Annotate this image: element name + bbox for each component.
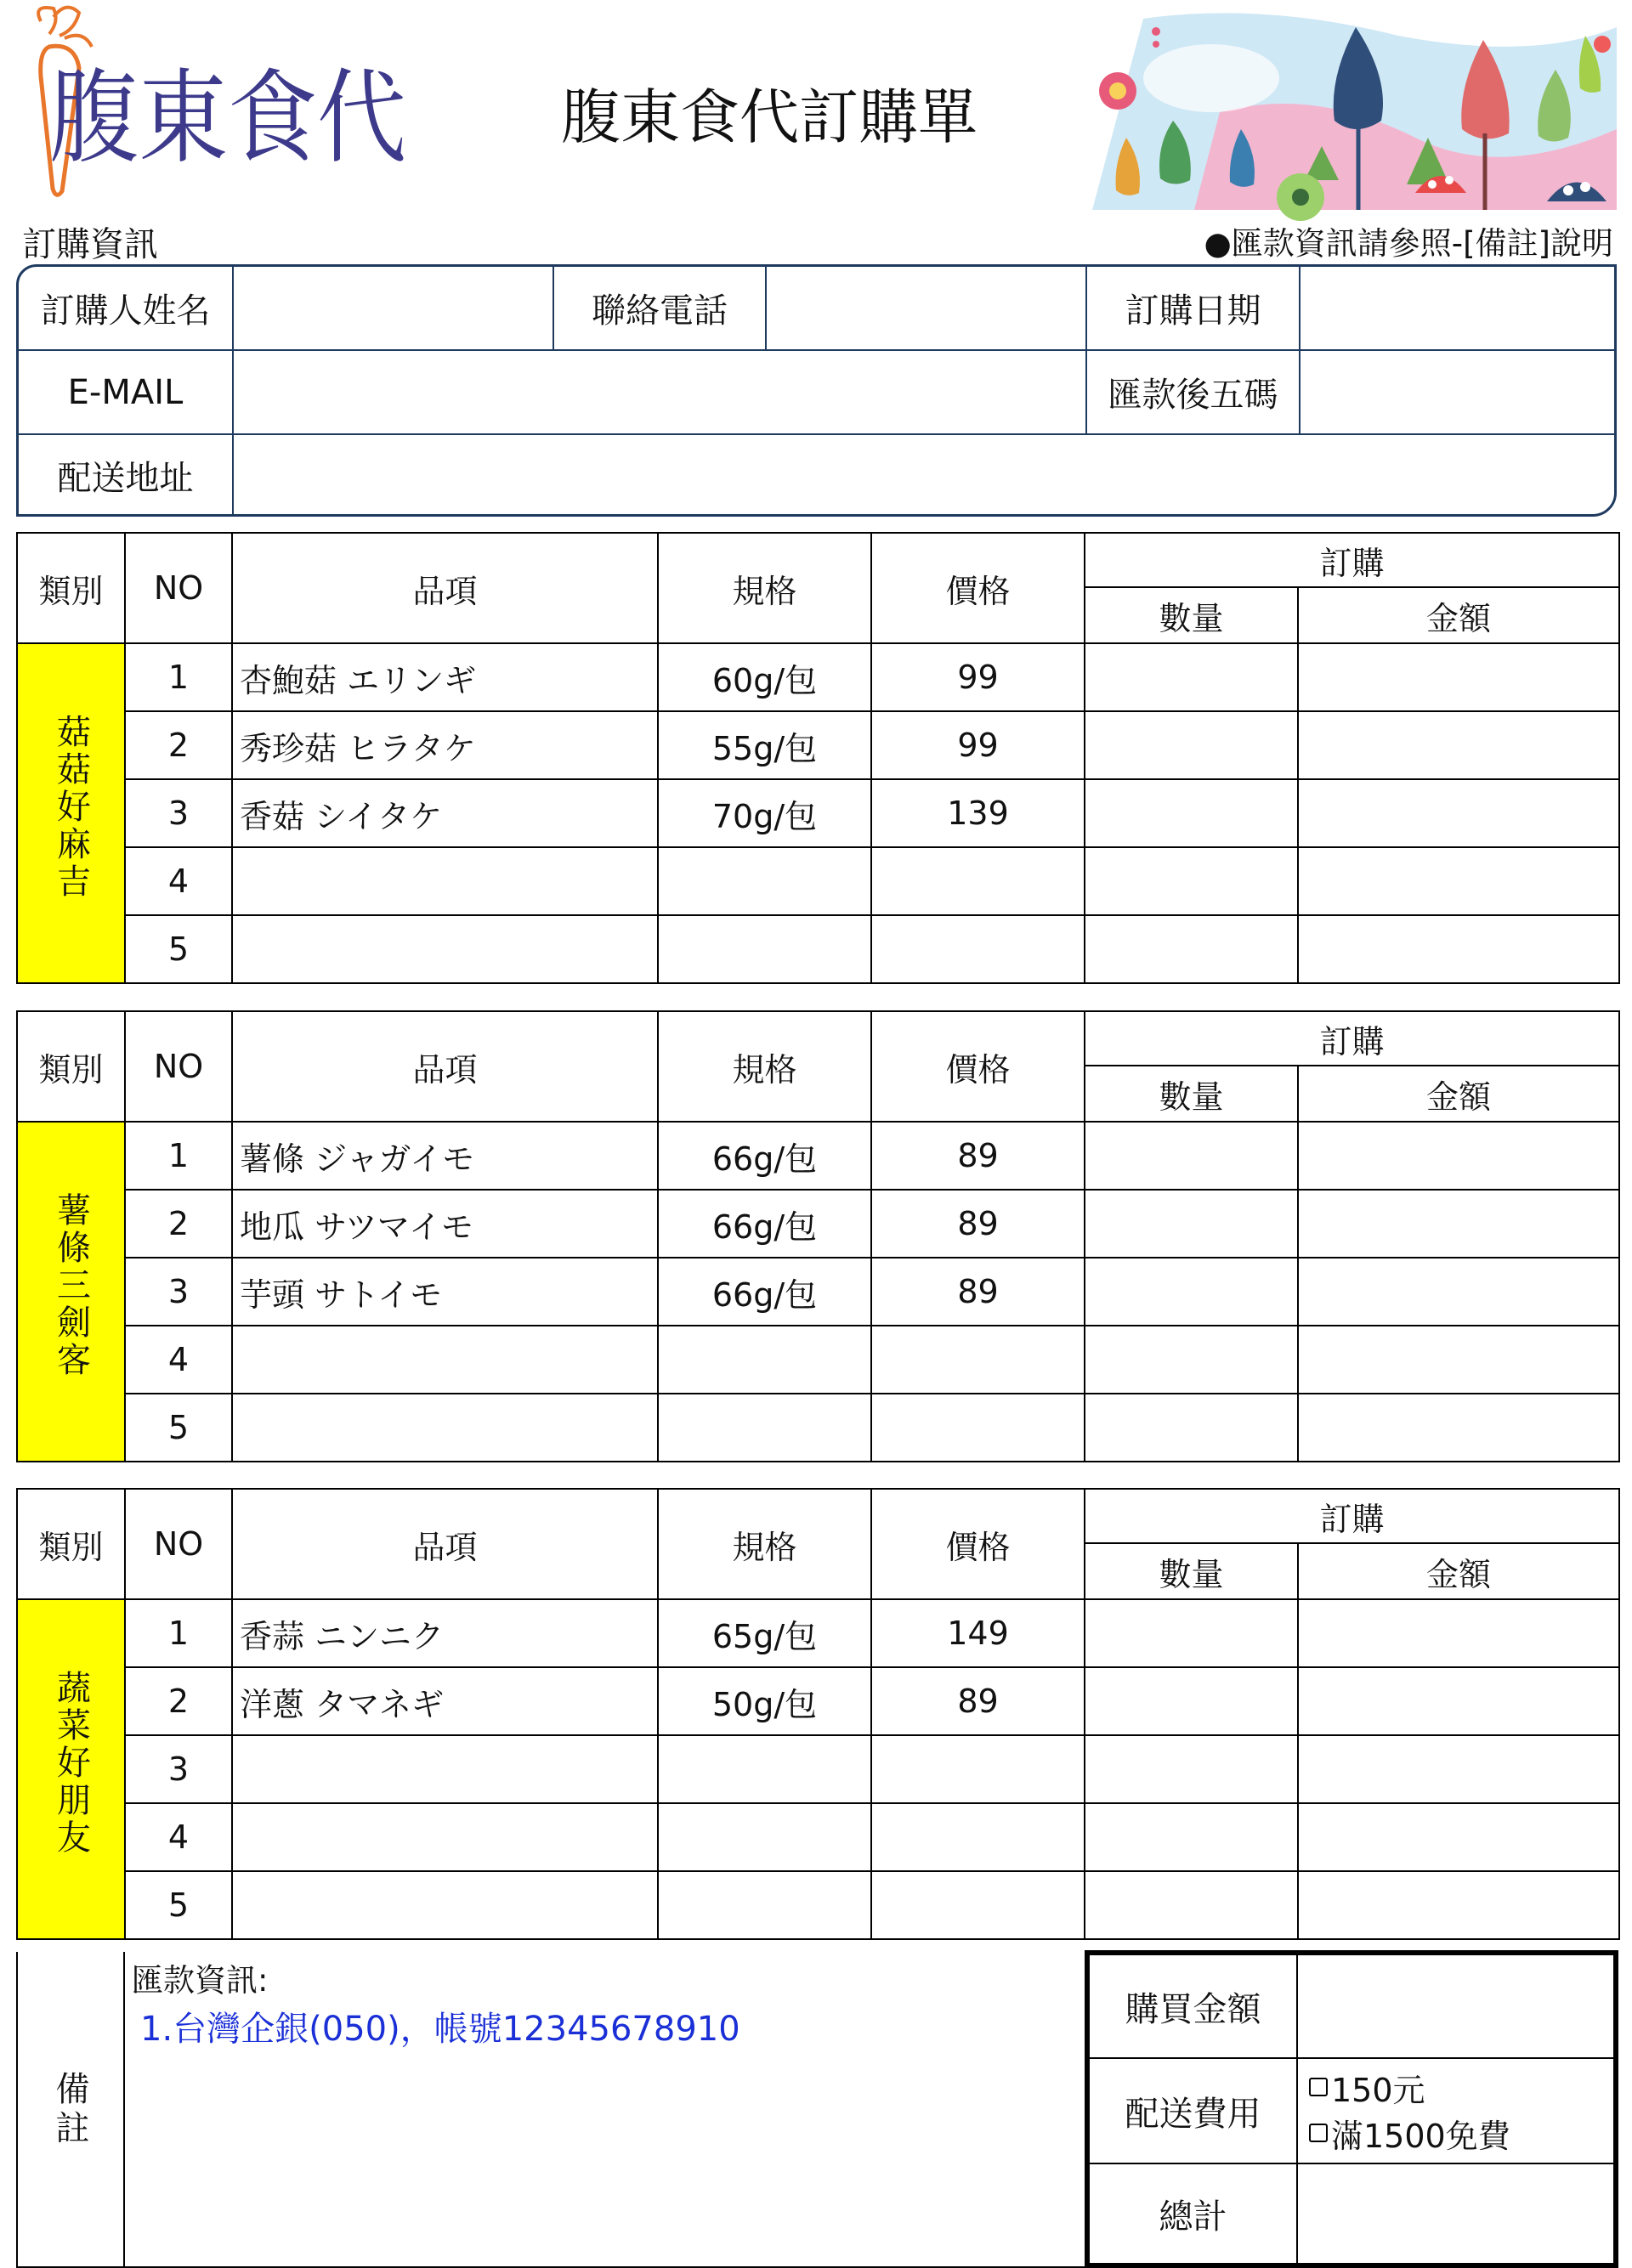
item-name	[232, 915, 658, 983]
shipping-option-150[interactable]	[1302, 2064, 1613, 2110]
header-spec: 規格	[658, 1489, 871, 1599]
header-no: NO	[125, 533, 232, 643]
quantity-field[interactable]	[1085, 1394, 1298, 1462]
shipping-options	[1302, 2059, 1613, 2168]
item-name: 香菇 シイタケ	[232, 779, 658, 847]
row-number: 3	[125, 1735, 232, 1803]
header-row	[17, 1011, 1619, 1066]
header-amount: 金額	[1298, 1543, 1619, 1599]
quantity-field[interactable]	[1085, 1122, 1298, 1190]
email-field[interactable]	[234, 351, 1085, 433]
row-number: 3	[125, 779, 232, 847]
name-label: 訂購人姓名	[40, 291, 211, 331]
item-name: 地瓜 サツマイモ	[232, 1190, 658, 1258]
notes-label	[16, 1952, 125, 2268]
table-row	[17, 1735, 1619, 1803]
row-number: 3	[125, 1258, 232, 1326]
header-category: 類別	[17, 1011, 125, 1122]
header-order: 訂購	[1085, 533, 1619, 587]
item-spec	[658, 915, 871, 983]
item-name: 秀珍菇 ヒラタケ	[232, 711, 658, 779]
item-price	[871, 915, 1085, 983]
item-price: 149	[871, 1599, 1085, 1667]
item-price	[871, 1735, 1085, 1803]
item-spec	[658, 1803, 871, 1871]
item-name: 芋頭 サトイモ	[232, 1258, 658, 1326]
header-amount: 金額	[1298, 587, 1619, 643]
header-order: 訂購	[1085, 1489, 1619, 1543]
row-number: 1	[125, 1122, 232, 1190]
header-no: NO	[125, 1489, 232, 1599]
header-amount: 金額	[1298, 1066, 1619, 1122]
phone-label: 聯絡電話	[592, 291, 728, 331]
item-spec: 50g/包	[658, 1667, 871, 1735]
quantity-field[interactable]	[1085, 1599, 1298, 1667]
item-name: 薯條 ジャガイモ	[232, 1122, 658, 1190]
amount-field[interactable]	[1298, 1871, 1619, 1939]
brand-logo	[15, 0, 415, 204]
item-price: 89	[871, 1667, 1085, 1735]
amount-field[interactable]	[1298, 1803, 1619, 1871]
table-row	[17, 1258, 1619, 1326]
header-item: 品項	[232, 1011, 658, 1122]
item-name	[232, 1871, 658, 1939]
header-no: NO	[125, 1011, 232, 1122]
table-row	[17, 847, 1619, 915]
quantity-field[interactable]	[1085, 1258, 1298, 1326]
category-text: 蔬菜好朋友	[51, 1670, 91, 1857]
phone-field[interactable]	[767, 267, 1085, 349]
table-row	[17, 779, 1619, 847]
quantity-field[interactable]	[1085, 1326, 1298, 1394]
shipping-option-free[interactable]	[1302, 2110, 1613, 2156]
product-table	[16, 1010, 1620, 1462]
table-row	[17, 1803, 1619, 1871]
category-label	[17, 1599, 125, 1939]
quantity-field[interactable]	[1085, 915, 1298, 983]
header-spec: 規格	[658, 533, 871, 643]
order-info-label: 訂購資訊	[22, 225, 158, 264]
amount-field[interactable]	[1298, 711, 1619, 779]
amount-field[interactable]	[1298, 643, 1619, 711]
logo-text: 腹東食代	[49, 59, 406, 178]
amount-field[interactable]	[1298, 1122, 1619, 1190]
quantity-field[interactable]	[1085, 1735, 1298, 1803]
header-row	[17, 1489, 1619, 1543]
table-row	[17, 1122, 1619, 1190]
row-number: 4	[125, 1803, 232, 1871]
grand-total-field[interactable]	[1302, 2164, 1613, 2263]
item-name	[232, 1735, 658, 1803]
item-spec: 66g/包	[658, 1122, 871, 1190]
row-number: 1	[125, 643, 232, 711]
row-number: 4	[125, 1326, 232, 1394]
item-spec	[658, 1735, 871, 1803]
grand-total-label: 總計	[1090, 2164, 1298, 2263]
item-name: 香蒜 ニンニク	[232, 1599, 658, 1667]
amount-field[interactable]	[1298, 779, 1619, 847]
header-category: 類別	[17, 1489, 125, 1599]
item-price	[871, 1871, 1085, 1939]
row-number: 2	[125, 711, 232, 779]
notes-label-text: 備註	[50, 2071, 89, 2149]
item-price: 89	[871, 1122, 1085, 1190]
amount-field[interactable]	[1298, 1735, 1619, 1803]
row-number: 2	[125, 1667, 232, 1735]
item-price: 99	[871, 711, 1085, 779]
name-field[interactable]	[234, 267, 552, 349]
table-row	[17, 1190, 1619, 1258]
header-order: 訂購	[1085, 1011, 1619, 1066]
table-row	[17, 1667, 1619, 1735]
item-spec: 66g/包	[658, 1258, 871, 1326]
purchase-amount-field[interactable]	[1302, 1955, 1613, 2057]
item-price	[871, 1803, 1085, 1871]
item-spec: 60g/包	[658, 643, 871, 711]
item-spec	[658, 847, 871, 915]
address-label: 配送地址	[57, 459, 194, 498]
totals-box	[1085, 1950, 1618, 2268]
address-field[interactable]	[234, 435, 1615, 516]
item-name	[232, 1394, 658, 1462]
category-text: 菇菇好麻吉	[51, 714, 91, 901]
row-number: 2	[125, 1190, 232, 1258]
quantity-field[interactable]	[1085, 1871, 1298, 1939]
row-number: 4	[125, 847, 232, 915]
page-title: 腹東食代訂購單	[561, 82, 978, 152]
table-row	[17, 1394, 1619, 1462]
header-item: 品項	[232, 1489, 658, 1599]
remit-bank-account: 1.台灣企銀(050)，帳號12345678910	[140, 2010, 740, 2049]
header-qty: 數量	[1085, 1066, 1298, 1122]
decorative-trees-banner	[1092, 10, 1617, 210]
table-row	[17, 1871, 1619, 1939]
item-price	[871, 1394, 1085, 1462]
header-price: 價格	[871, 1489, 1085, 1599]
item-price: 99	[871, 643, 1085, 711]
quantity-field[interactable]	[1085, 643, 1298, 711]
category-label	[17, 643, 125, 983]
product-table	[16, 532, 1620, 984]
row-number: 5	[125, 1871, 232, 1939]
row-number: 1	[125, 1599, 232, 1667]
last5-field[interactable]	[1300, 351, 1615, 433]
header-price: 價格	[871, 533, 1085, 643]
date-label: 訂購日期	[1125, 291, 1261, 331]
header-qty: 數量	[1085, 587, 1298, 643]
item-price: 139	[871, 779, 1085, 847]
item-spec: 55g/包	[658, 711, 871, 779]
remit-info-title: 匯款資訊:	[132, 1962, 269, 1999]
header-price: 價格	[871, 1011, 1085, 1122]
item-spec	[658, 1394, 871, 1462]
quantity-field[interactable]	[1085, 1190, 1298, 1258]
amount-field[interactable]	[1298, 1394, 1619, 1462]
amount-field[interactable]	[1298, 915, 1619, 983]
item-price	[871, 1326, 1085, 1394]
row-number: 5	[125, 1394, 232, 1462]
item-price: 89	[871, 1258, 1085, 1326]
table-row	[17, 711, 1619, 779]
amount-field[interactable]	[1298, 1326, 1619, 1394]
item-spec	[658, 1871, 871, 1939]
item-spec: 65g/包	[658, 1599, 871, 1667]
table-row	[17, 643, 1619, 711]
item-price: 89	[871, 1190, 1085, 1258]
quantity-field[interactable]	[1085, 1803, 1298, 1871]
checkbox-icon[interactable]	[1309, 2124, 1328, 2142]
item-spec	[658, 1326, 871, 1394]
quantity-field[interactable]	[1085, 1667, 1298, 1735]
last5-label: 匯款後五碼	[1108, 376, 1278, 415]
item-spec: 66g/包	[658, 1190, 871, 1258]
amount-field[interactable]	[1298, 847, 1619, 915]
header-row	[17, 533, 1619, 587]
item-name: 杏鮑菇 エリンギ	[232, 643, 658, 711]
shipping-fee-label: 配送費用	[1090, 2059, 1298, 2163]
item-name	[232, 1326, 658, 1394]
product-table	[16, 1488, 1620, 1940]
amount-field[interactable]	[1298, 1258, 1619, 1326]
item-price	[871, 847, 1085, 915]
quantity-field[interactable]	[1085, 711, 1298, 779]
category-label	[17, 1122, 125, 1462]
header-spec: 規格	[658, 1011, 871, 1122]
item-spec: 70g/包	[658, 779, 871, 847]
row-number: 5	[125, 915, 232, 983]
header-category: 類別	[17, 533, 125, 643]
checkbox-icon[interactable]	[1309, 2078, 1328, 2096]
table-row	[17, 1326, 1619, 1394]
amount-field[interactable]	[1298, 1190, 1619, 1258]
order-info-table	[16, 264, 1617, 517]
shipping-option-label: 滿1500免費	[1331, 2117, 1510, 2155]
email-label: E-MAIL	[67, 372, 184, 412]
header-item: 品項	[232, 533, 658, 643]
purchase-amount-label: 購買金額	[1090, 1955, 1298, 2057]
quantity-field[interactable]	[1085, 847, 1298, 915]
table-row	[17, 915, 1619, 983]
item-name: 洋蔥 タマネギ	[232, 1667, 658, 1735]
item-name	[232, 1803, 658, 1871]
item-name	[232, 847, 658, 915]
amount-field[interactable]	[1298, 1599, 1619, 1667]
quantity-field[interactable]	[1085, 779, 1298, 847]
shipping-option-label: 150元	[1331, 2071, 1425, 2109]
remit-note: ●匯款資訊請參照-[備註]說明	[1204, 225, 1613, 262]
header-qty: 數量	[1085, 1543, 1298, 1599]
category-text: 薯條三劍客	[51, 1192, 91, 1379]
table-row	[17, 1599, 1619, 1667]
date-field[interactable]	[1300, 267, 1615, 349]
amount-field[interactable]	[1298, 1667, 1619, 1735]
